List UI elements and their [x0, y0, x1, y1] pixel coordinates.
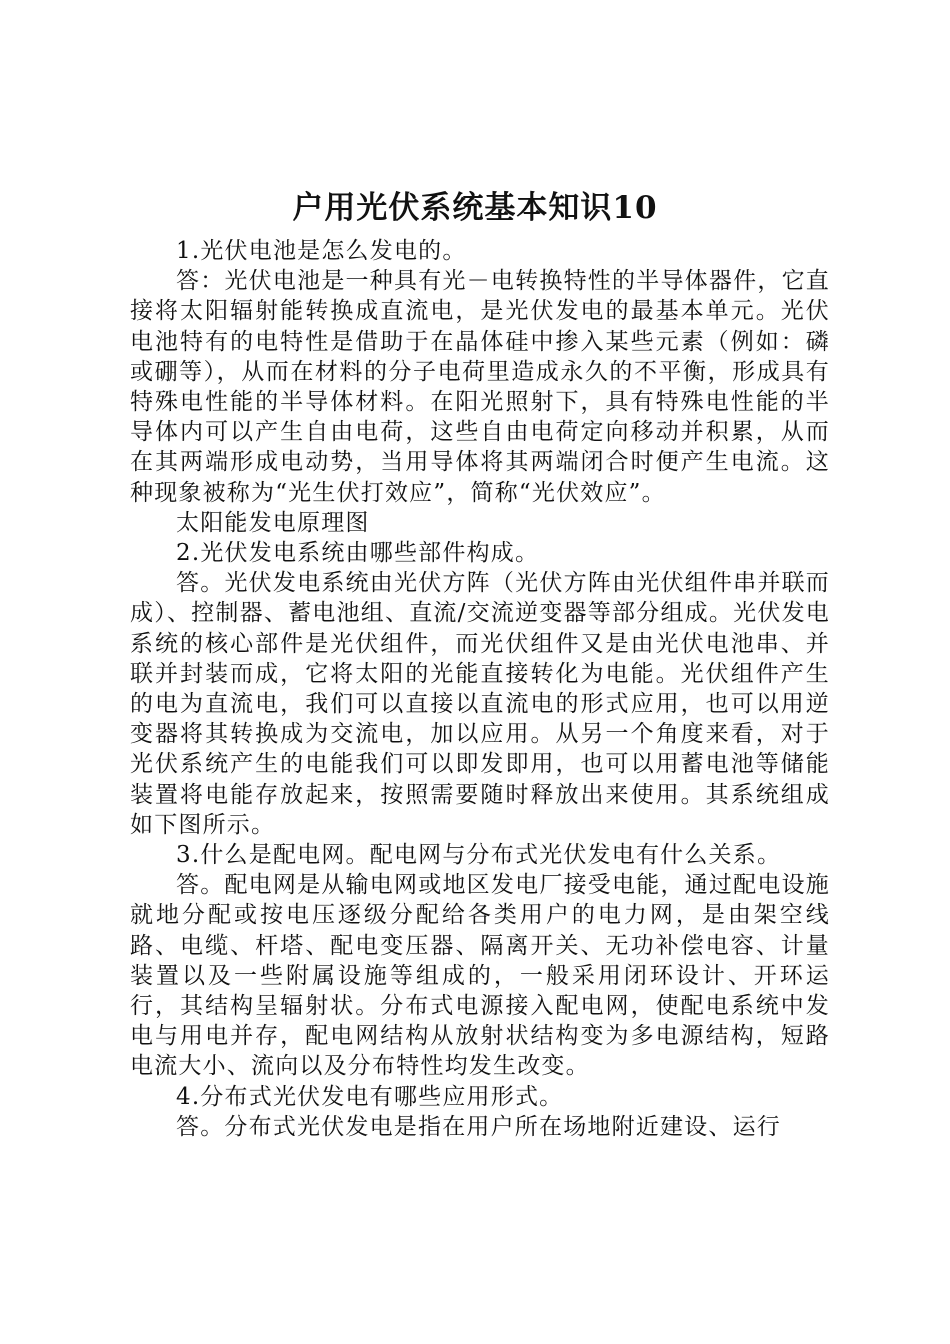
question-2: 2.光伏发电系统由哪些部件构成。: [176, 540, 540, 567]
question-3: 3.什么是配电网。配电网与分布式光伏发电有什么关系。: [176, 842, 782, 869]
document-title: 户用光伏系统基本知识10: [292, 190, 658, 226]
question-1: 1.光伏电池是怎么发电的。: [176, 238, 467, 264]
answer-2: 答。光伏发电系统由光伏方阵（光伏方阵由光伏组件串并联而成）、控制器、蓄电池组、直流/交流逆变器等部分组成。光伏发电系统的核心部件是光伏组件，而光伏组件又是由光伏电池串、并联并封装而成，它将太阳的光能直接转化为电能。光伏组件产生的电为直流电，我们可以直接以直流电的形式应用，也可以用逆变器将其转换成为交流电，加以应用。从另一个角度来看，对于光伏系统产生的电能我们可以即发即用，也可以用蓄电池等储能装置将电能存放起来，按照需要随时释放出来使用。其系统组成如下图所示。: [130, 570, 830, 838]
question-4: 4.分布式光伏发电有哪些应用形式。: [176, 1083, 564, 1110]
answer-4: 答。分布式光伏发电是指在用户所在场地附近建设、运行: [176, 1113, 781, 1140]
figure-caption: 太阳能发电原理图: [176, 509, 370, 536]
answer-3: 答。配电网是从输电网或地区发电厂接受电能，通过配电设施就地分配或按电压逐级分配给各类用户的电力网，是由架空线路、电缆、杆塔、配电变压器、隔离开关、无功补偿电容、计量装置以及一些附属设施等组成的，一般采用闭环设计、开环运行，其结构呈辐射状。分布式电源接入配电网，使配电系统中发电与用电并存，配电网结构从放射状结构变为多电源结构，短路电流大小、流向以及分布特性均发生改变。: [130, 872, 830, 1080]
answer-1: 答：光伏电池是一种具有光－电转换特性的半导体器件，它直接将太阳辐射能转换成直流电，是光伏发电的最基本单元。光伏电池特有的电特性是借助于在晶体硅中掺入某些元素（例如：磷或硼等），从而在材料的分子电荷里造成永久的不平衡，形成具有特殊电性能的半导体材料。在阳光照射下，具有特殊电性能的半导体内可以产生自由电荷，这些自由电荷定向移动并积累，从而在其两端形成电动势，当用导体将其两端闭合时便产生电流。这种现象被称为“光生伏打效应”，简称“光伏效应”。: [130, 268, 830, 506]
document-body: [130, 236, 830, 1142]
